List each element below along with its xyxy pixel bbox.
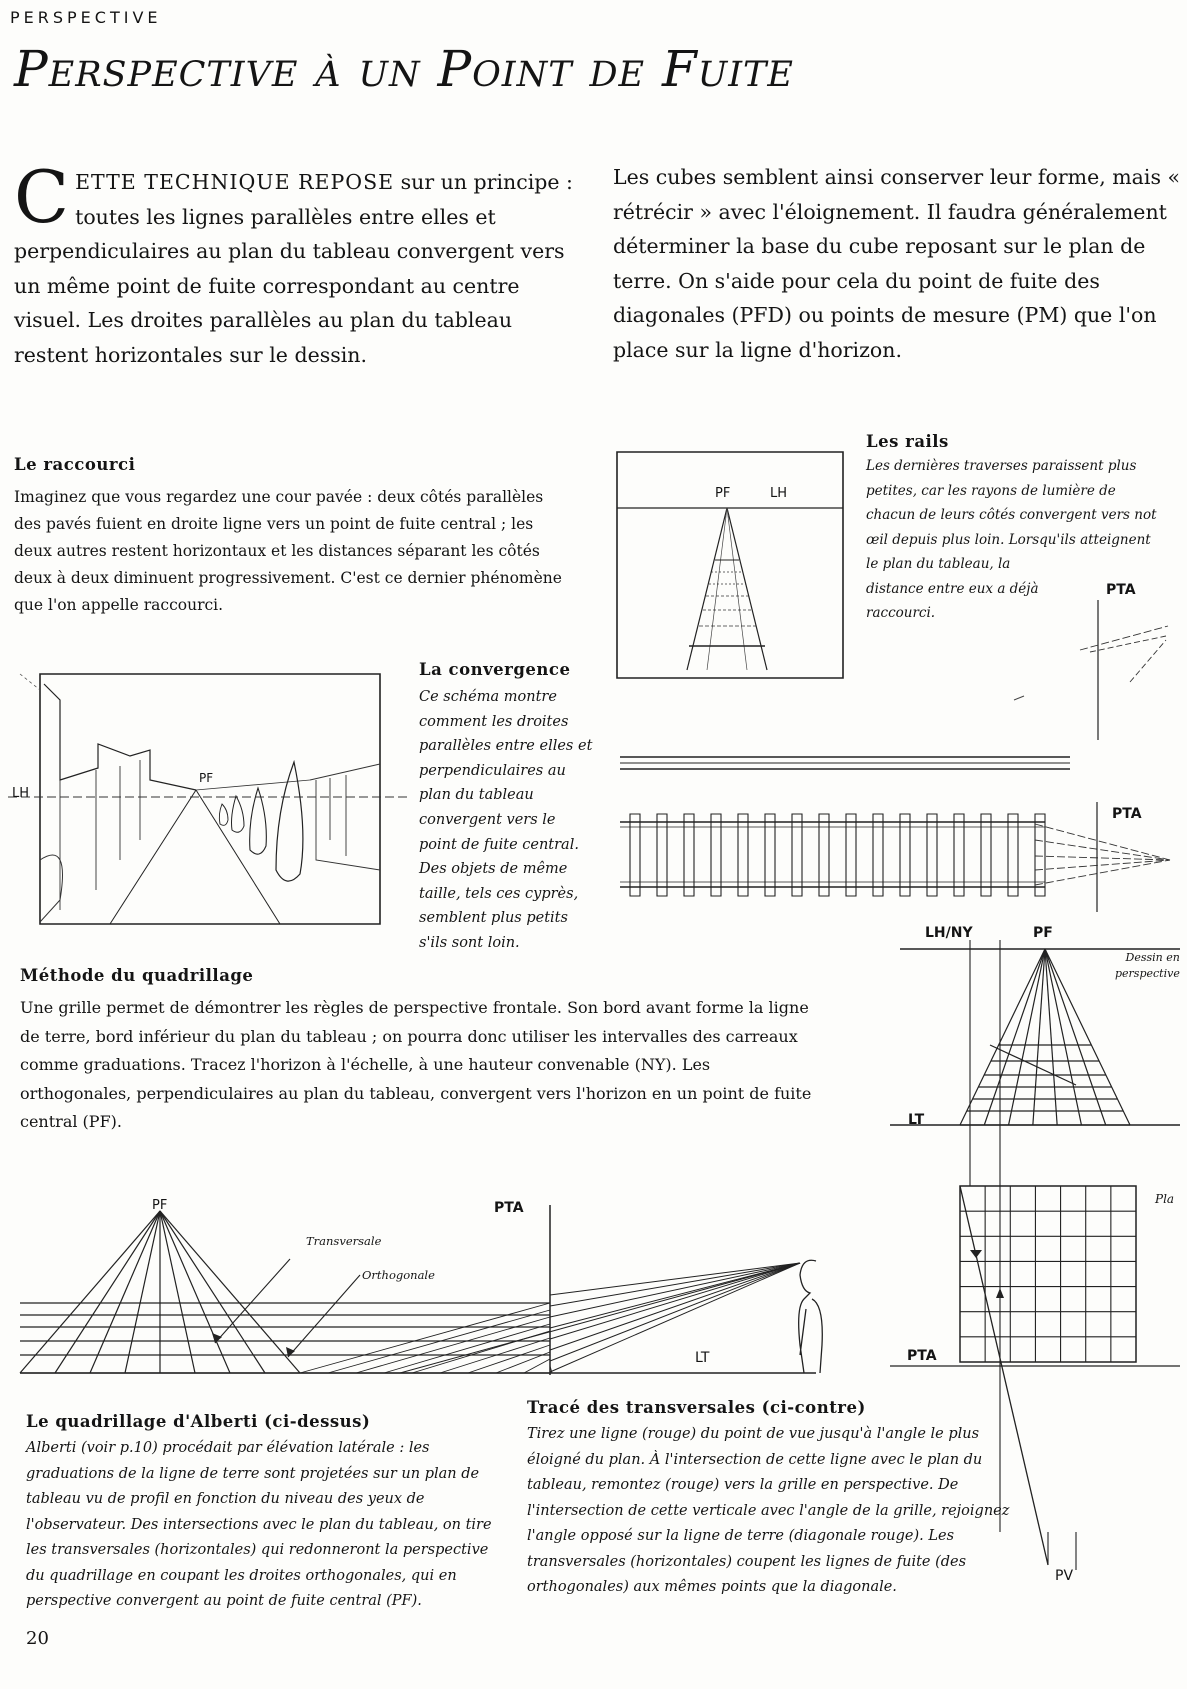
drawing-line xyxy=(468,1345,550,1373)
label-pf-convergence: PF xyxy=(199,771,214,785)
convergence-caption xyxy=(419,685,609,956)
raccourci-heading: Le raccourci xyxy=(14,455,136,474)
drawing-line xyxy=(384,1324,550,1373)
label-pf-rails: PF xyxy=(715,486,731,501)
convergence-line: comment les droites xyxy=(419,713,569,730)
alberti-heading: Le quadrillage d'Alberti (ci-dessus) xyxy=(26,1412,371,1431)
label-plan: Pla xyxy=(1155,1192,1175,1206)
drawing-line xyxy=(550,1263,800,1361)
rail-sleeper xyxy=(954,814,964,896)
rails-line: Les dernières traverses paraissent plus xyxy=(866,458,1137,474)
convergence-line: Des objets de même xyxy=(419,861,568,878)
rail-sleeper xyxy=(846,814,856,896)
label-orthogonale: Orthogonale xyxy=(362,1268,435,1282)
running-head: PERSPECTIVE xyxy=(10,8,162,27)
label-pta-plan: PTA xyxy=(907,1348,937,1364)
rails-line: petites, car les rayons de lumière de xyxy=(866,482,1116,499)
pta-sketch-top xyxy=(1000,600,1180,740)
drawing-line xyxy=(90,1211,160,1373)
drawing-line xyxy=(400,1263,800,1373)
transversales-heading: Tracé des transversales (ci-contre) xyxy=(527,1398,866,1417)
convergence-line: plan du tableau xyxy=(419,787,534,804)
drawing-line xyxy=(160,1211,300,1373)
rail-sleeper xyxy=(684,814,694,896)
label-lh-rails: LH xyxy=(770,486,788,501)
raccourci-text: Imaginez que vous regardez une cour pavée : deux côtés parallèles des pavés fuient en droite ligne vers un point de fuite central ; les deux autres restent horizontaux et les distances séparant les côtés deux à deux diminuent progressivement. C'est ce dernier phénomène que l'on appelle raccourci. xyxy=(14,488,562,614)
page-title: Perspective à un Point de Fuite xyxy=(14,40,794,98)
label-lt-alberti: LT xyxy=(695,1350,710,1366)
drawing-line xyxy=(550,1263,800,1339)
rails-line: le plan du tableau, la xyxy=(866,556,1011,572)
convergence-line: parallèles entre elles et xyxy=(419,738,593,755)
label-pf-grid: PF xyxy=(1033,925,1053,941)
intro-lead: ETTE TECHNIQUE REPOSE xyxy=(75,170,395,194)
rail-sleeper xyxy=(792,814,802,896)
drawing-line xyxy=(20,1211,160,1373)
rail-sleeper xyxy=(738,814,748,896)
rail-sleeper xyxy=(981,814,991,896)
label-dessin-line: perspective xyxy=(1115,967,1180,980)
drop-cap: C xyxy=(14,155,70,239)
label-pta-rails: PTA xyxy=(1112,806,1142,822)
label-lh-ny: LH/NY xyxy=(925,925,973,941)
rails-line: raccourci. xyxy=(866,605,936,621)
label-dessin-perspective xyxy=(1115,950,1180,982)
convergence-line: s'ils sont loin. xyxy=(419,934,520,951)
drawing-line xyxy=(524,1359,550,1373)
rails-line: œil depuis plus loin. Lorsqu'ils atteignent xyxy=(866,531,1151,548)
drawing-line xyxy=(160,1211,265,1373)
label-dessin-line: Dessin en xyxy=(1125,951,1180,964)
drawing-line xyxy=(356,1317,550,1373)
convergence-illustration xyxy=(0,660,390,930)
label-transversale: Transversale xyxy=(306,1234,382,1248)
label-lh-convergence: LH xyxy=(12,786,30,801)
intro-right-column: Les cubes semblent ainsi conserver leur forme, mais « rétrécir » avec l'éloignement. Il faudra généralement déterminer la base du cube reposant sur le plan de terre. On s'aide pour cela du point de fuite des diagonales (PFD) ou points de mesure (PM) que l'on place sur la ligne d'horizon. xyxy=(613,165,1181,362)
rail-sleeper xyxy=(630,814,640,896)
rail-sleeper xyxy=(657,814,667,896)
rails-line: distance entre eux a déjà xyxy=(866,580,1039,597)
convergence-heading: La convergence xyxy=(419,660,571,679)
page-number: 20 xyxy=(26,1628,49,1649)
rail-sleeper xyxy=(765,814,775,896)
convergence-line: Ce schéma montre xyxy=(419,689,557,705)
convergence-line: taille, tels ces cyprès, xyxy=(419,885,579,902)
convergence-line: convergent vers le xyxy=(419,811,556,828)
rails-heading: Les rails xyxy=(866,432,949,451)
label-lt-grid: LT xyxy=(908,1112,925,1128)
convergence-line: semblent plus petits xyxy=(419,910,568,927)
intro-left-column xyxy=(14,155,574,372)
drawing-line xyxy=(550,1263,800,1328)
rail-sleeper xyxy=(711,814,721,896)
rail-sleeper xyxy=(900,814,910,896)
label-pf-alberti: PF xyxy=(152,1198,168,1213)
alberti-caption: Alberti (voir p.10) procédait par élévation latérale : les graduations de la ligne de terre sont projetées sur un plan de tableau vu de profil en fonction du niveau des yeux de l'observateur. Des intersections avec le plan du tableau, on tire les transversales (horizontales) qui redonneront la perspective du quadrillage en coupant les droites orthogonales, qui en perspective convergent au point de fuite central (PF). xyxy=(26,1440,492,1609)
rails-perspective-figure xyxy=(615,450,845,680)
quadrillage-heading: Méthode du quadrillage xyxy=(20,966,254,985)
label-pv: PV xyxy=(1055,1568,1074,1584)
drawing-line xyxy=(550,1263,800,1306)
convergence-line: perpendiculaires au xyxy=(419,762,566,779)
quadrillage-text: Une grille permet de démontrer les règles de perspective frontale. Son bord avant forme la ligne de terre, bord inférieur du plan du tableau ; on pourra donc utiliser les intervalles des carreaux comme graduations. Tracez l'horizon à l'échelle, à une hauteur convenable (NY). Les orthogonales, perpendiculaires au plan du tableau, convergent vers l'horizon en un point de fuite central (PF). xyxy=(20,998,812,1131)
convergence-line: point de fuite central. xyxy=(419,836,579,853)
rails-line: chacun de leurs côtés convergent vers not xyxy=(866,507,1157,523)
transversales-caption: Tirez une ligne (rouge) du point de vue jusqu'à l'angle le plus éloigné du plan. À l'intersection de cette ligne avec le plan du tableau, remontez (rouge) vers la grille en perspective. De l'intersection de cette verticale avec l'angle de la grille, rejoignez l'angle opposé sur la ligne de terre (diagonale rouge). Les transversales (horizontales) coupent les lignes de fuite (des orthogonales) aux mêmes points que la diagonale. xyxy=(527,1426,1010,1595)
rail-sleeper xyxy=(927,814,937,896)
label-pta-alberti: PTA xyxy=(494,1200,524,1216)
drawing-line xyxy=(55,1211,160,1373)
rail-sleeper xyxy=(819,814,829,896)
rails-plan-figure xyxy=(615,752,1175,912)
drawing-line xyxy=(160,1211,230,1373)
drawing-line xyxy=(125,1211,160,1373)
drawing-line xyxy=(550,1263,800,1350)
rail-sleeper xyxy=(1008,814,1018,896)
rail-sleeper xyxy=(873,814,883,896)
label-pta-top: PTA xyxy=(1106,582,1136,598)
intro-left-text: sur un principe : toutes les lignes parallèles entre elles et perpendiculaires au plan du tableau convergent vers un même point de fuite correspondant au centre visuel. Les droites parallèles au plan du tableau restent horizontales sur le dessin. xyxy=(14,170,573,367)
drawing-line xyxy=(300,1303,550,1373)
drawing-line xyxy=(160,1211,195,1373)
